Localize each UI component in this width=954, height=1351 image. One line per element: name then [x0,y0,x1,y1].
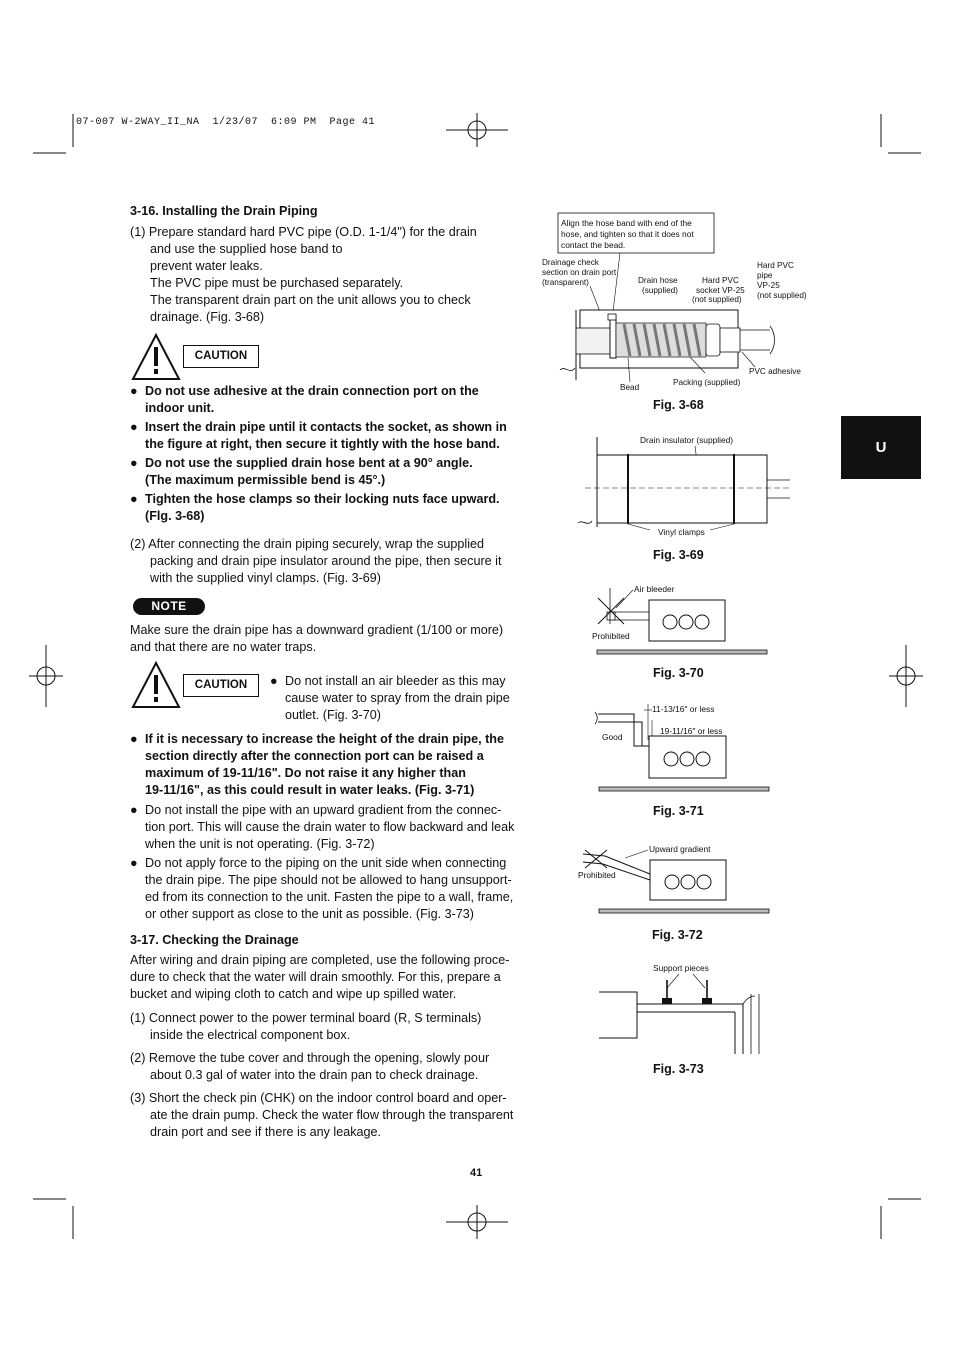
label-pvc-pipe: Hard PVC pipe VP-25 (not supplied) [757,261,807,300]
label-drain-check: Drainage check section on drain port (transparent) [542,258,617,287]
figure-3-72-caption: Fig. 3-72 [652,928,703,942]
text-line: (2) After connecting the drain piping securely, wrap the supplied [130,537,484,551]
drainage-step-1 [130,1010,481,1044]
text-line: 19-11/16", as this could result in water leaks. (Fig. 3-71) [145,783,475,797]
caution-label: CAUTION [183,345,259,368]
note-text [130,622,503,656]
figure-3-70-caption: Fig. 3-70 [653,666,704,680]
label-vinyl-clamps: Vinyl clamps [658,527,705,537]
label-support-pieces: Support pieces [653,963,709,973]
page-number: 41 [470,1167,483,1179]
text-line: bucket and wiping cloth to catch and wipe up spilled water. [130,987,457,1001]
text-line: the figure at right, then secure it tightly with the hose band. [145,437,500,451]
text-line: (Flg. 3-68) [145,509,205,523]
text-line: and that there are no water traps. [130,640,317,654]
callout-hose-band: Align the hose band with end of the hose, and tighten so that it does not contact the bead. [561,218,694,250]
step-2-wrap-insulator [130,536,501,587]
text-line: (1) Connect power to the power terminal board (R, S terminals) [130,1011,482,1025]
label-packing: Packing (supplied) [673,378,741,387]
label-drain-hose: Drain hose (supplied) [638,276,678,295]
text-line: dure to check that the water will drain smoothly. For this, prepare a [130,970,501,984]
text-line: or other support as close to the unit as possible. (Fig. 3-73) [145,907,475,921]
label-prohibited: Prohibited [578,870,616,880]
list-item [130,491,530,525]
bullet-icon: ● [270,674,278,688]
bullet-icon: ● [130,456,138,470]
text-line: Make sure the drain pipe has a downward gradient (1/100 or more) [130,623,504,637]
step-1-prepare-pipe [130,224,477,326]
section-tab: U [841,416,921,479]
text-line: drainage. (Fig. 3-68) [150,310,265,324]
label-height-2: 19-11/16" or less [660,726,723,736]
text-line: Do not use adhesive at the drain connection port on the [145,384,479,398]
label-adhesive: PVC adhesive [749,367,801,376]
list-item [130,455,530,489]
figure-3-68-caption: Fig. 3-68 [653,398,704,412]
text-line: tion port. This will cause the drain water to flow backward and leak [145,820,515,834]
text-line: drain port and see if there is any leakage. [150,1125,382,1139]
note-badge: NOTE [133,598,205,615]
label-upward-gradient: Upward gradient [649,844,711,854]
text-line: ed from its connection to the unit. Fasten the pipe to a wall, frame, [145,890,514,904]
section-title-3-16: 3-16. Installing the Drain Piping [130,204,318,218]
drainage-step-2 [130,1050,489,1084]
figure-3-70-air-bleeder [588,578,773,660]
print-header: 07-007 W-2WAY_II_NA 1/23/07 6:09 PM Page 41 [76,117,376,128]
text-line: After wiring and drain piping are completed, use the following proce- [130,953,510,967]
bullet-icon: ● [130,384,138,398]
text-line: outlet. (Fig. 3-70) [285,708,381,722]
bullet-icon: ● [130,492,138,506]
text-line: The PVC pipe must be purchased separately. [150,276,404,290]
text-line: (2) Remove the tube cover and through the opening, slowly pour [130,1051,490,1065]
text-line: Do not apply force to the piping on the unit side when connecting [145,856,507,870]
text-line: ate the drain pump. Check the water flow through the transparent [150,1108,514,1122]
text-line: packing and drain pipe insulator around the pipe, then secure it [150,554,502,568]
caution-label: CAUTION [183,674,259,697]
label-height-1: 11-13/16" or less [652,704,715,714]
text-line: and use the supplied hose band to [150,242,343,256]
label-bead: Bead [620,383,640,392]
text-line: (The maximum permissible bend is 45°.) [145,473,386,487]
figure-3-69-insulator [570,430,795,545]
figure-3-72-upward-gradient [575,840,775,920]
bullet-icon: ● [130,420,138,434]
bullet-no-force [130,855,513,923]
warning-triangle-icon [131,333,181,381]
label-air-bleeder: Air bleeder [634,584,675,594]
figure-3-69-caption: Fig. 3-69 [653,548,704,562]
label-prohibited: Prohibited [592,631,630,641]
bullet-icon: ● [130,803,138,817]
bullet-icon: ● [130,732,138,746]
text-line: indoor unit. [145,401,215,415]
figure-3-68-drain-connection [540,210,830,395]
text-line: section directly after the connection port can be raised a [145,749,484,763]
bullet-raise-height [130,731,504,799]
text-line: the drain pipe. The pipe should not be allowed to hang unsupport- [145,873,512,887]
text-line: The transparent drain part on the unit allows you to check [150,293,471,307]
text-line: If it is necessary to increase the height of the drain pipe, the [145,732,505,746]
text-line: Do not install the pipe with an upward gradient from the connec- [145,803,502,817]
label-good: Good [602,732,623,742]
text-line: cause water to spray from the drain pipe [285,691,510,705]
label-socket: Hard PVC socket VP-25 (not supplied) [692,276,745,304]
warning-triangle-icon [131,661,181,709]
drainage-intro [130,952,509,1003]
text-line: Do not use the supplied drain hose bent at a 90° angle. [145,456,473,470]
caution-bullets [130,383,530,525]
drainage-step-3 [130,1090,513,1141]
bullet-upward-gradient [130,802,514,853]
figure-3-73-support [595,958,770,1058]
list-item [130,383,530,417]
figure-3-71-height-limit [590,700,775,798]
list-item [130,419,530,453]
bullet-icon: ● [130,856,138,870]
text-line: maximum of 19-11/16". Do not raise it any higher than [145,766,466,780]
text-line: prevent water leaks. [150,259,263,273]
figure-3-73-caption: Fig. 3-73 [653,1062,704,1076]
text-line: (3) Short the check pin (CHK) on the indoor control board and oper- [130,1091,507,1105]
label-insulator: Drain insulator (supplied) [640,435,734,445]
text-line: with the supplied vinyl clamps. (Fig. 3-69) [150,571,381,585]
caution-air-bleeder [270,673,510,724]
text-line: when the unit is not operating. (Fig. 3-72) [145,837,375,851]
text-line: Tighten the hose clamps so their locking nuts face upward. [145,492,500,506]
text-line: (1) Prepare standard hard PVC pipe (O.D. 1-1/4") for the drain [130,225,477,239]
text-line: inside the electrical component box. [150,1028,351,1042]
figure-3-71-caption: Fig. 3-71 [653,804,704,818]
text-line: Do not install an air bleeder as this may [285,674,506,688]
text-line: about 0.3 gal of water into the drain pan to check drainage. [150,1068,479,1082]
section-title-3-17: 3-17. Checking the Drainage [130,933,299,947]
text-line: Insert the drain pipe until it contacts the socket, as shown in [145,420,507,434]
